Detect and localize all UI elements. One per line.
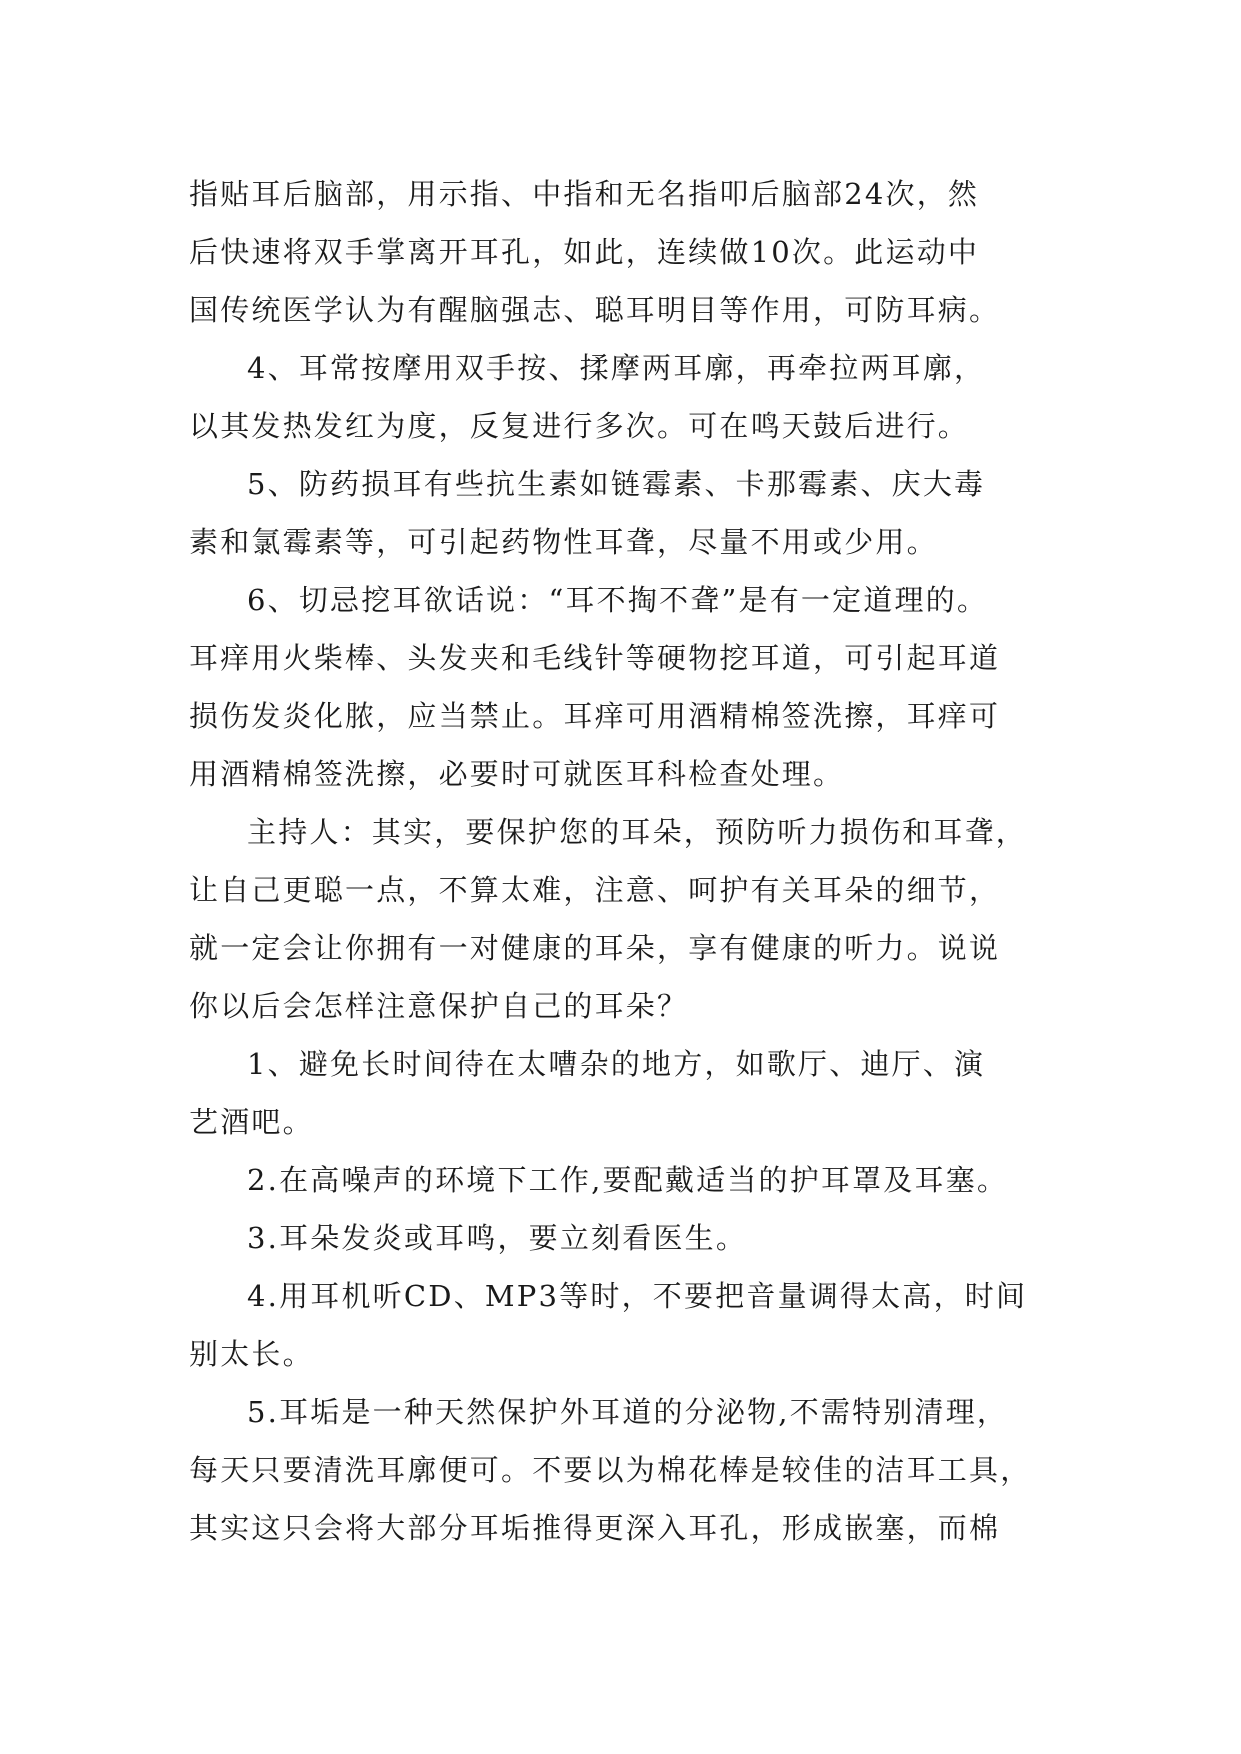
text-line: 每天只要清洗耳廓便可。不要以为棉花棒是较佳的洁耳工具， <box>189 1453 1032 1487</box>
text-line: 5.耳垢是一种天然保护外耳道的分泌物,不需特别清理， <box>247 1395 1009 1429</box>
text-line: 耳痒用火柴棒、头发夹和毛线针等硬物挖耳道，可引起耳道 <box>189 641 1001 675</box>
text-line: 用酒精棉签洗擦，必要时可就医耳科检查处理。 <box>189 757 845 791</box>
text-line: 4、耳常按摩用双手按、揉摩两耳廓，再牵拉两耳廓， <box>247 351 986 385</box>
text-line: 国传统医学认为有醒脑强志、聪耳明目等作用，可防耳病。 <box>189 293 1001 327</box>
text-line: 3.耳朵发炎或耳鸣，要立刻看医生。 <box>247 1221 748 1255</box>
text-line: 别太长。 <box>189 1337 314 1371</box>
text-line: 艺酒吧。 <box>189 1105 314 1139</box>
text-line: 6、切忌挖耳欲话说：“耳不掏不聋”是有一定道理的。 <box>247 583 989 617</box>
text-line: 1、避免长时间待在太嘈杂的地方，如歌厅、迪厅、演 <box>247 1047 986 1081</box>
text-line: 4.用耳机听CD、MP3等时，不要把音量调得太高，时间 <box>247 1279 1028 1313</box>
text-line: 你以后会怎样注意保护自己的耳朵？ <box>189 989 689 1023</box>
text-line: 2.在高噪声的环境下工作,要配戴适当的护耳罩及耳塞。 <box>247 1163 1009 1197</box>
text-line: 以其发热发红为度，反复进行多次。可在鸣天鼓后进行。 <box>189 409 970 443</box>
text-line: 5、防药损耳有些抗生素如链霉素、卡那霉素、庆大毒 <box>247 467 986 501</box>
text-line: 其实这只会将大部分耳垢推得更深入耳孔，形成嵌塞，而棉 <box>189 1511 1001 1545</box>
text-line: 就一定会让你拥有一对健康的耳朵，享有健康的听力。说说 <box>189 931 1001 965</box>
text-line: 让自己更聪一点，不算太难，注意、呵护有关耳朵的细节， <box>189 873 1001 907</box>
text-line: 后快速将双手掌离开耳孔，如此，连续做10次。此运动中 <box>189 235 980 269</box>
text-line: 素和氯霉素等，可引起药物性耳聋，尽量不用或少用。 <box>189 525 938 559</box>
text-line: 损伤发炎化脓，应当禁止。耳痒可用酒精棉签洗擦，耳痒可 <box>189 699 1001 733</box>
body-text <box>189 165 1059 1557</box>
text-line: 主持人：其实，要保护您的耳朵，预防听力损伤和耳聋， <box>247 815 1028 849</box>
text-line: 指贴耳后脑部，用示指、中指和无名指叩后脑部24次，然 <box>189 177 980 211</box>
